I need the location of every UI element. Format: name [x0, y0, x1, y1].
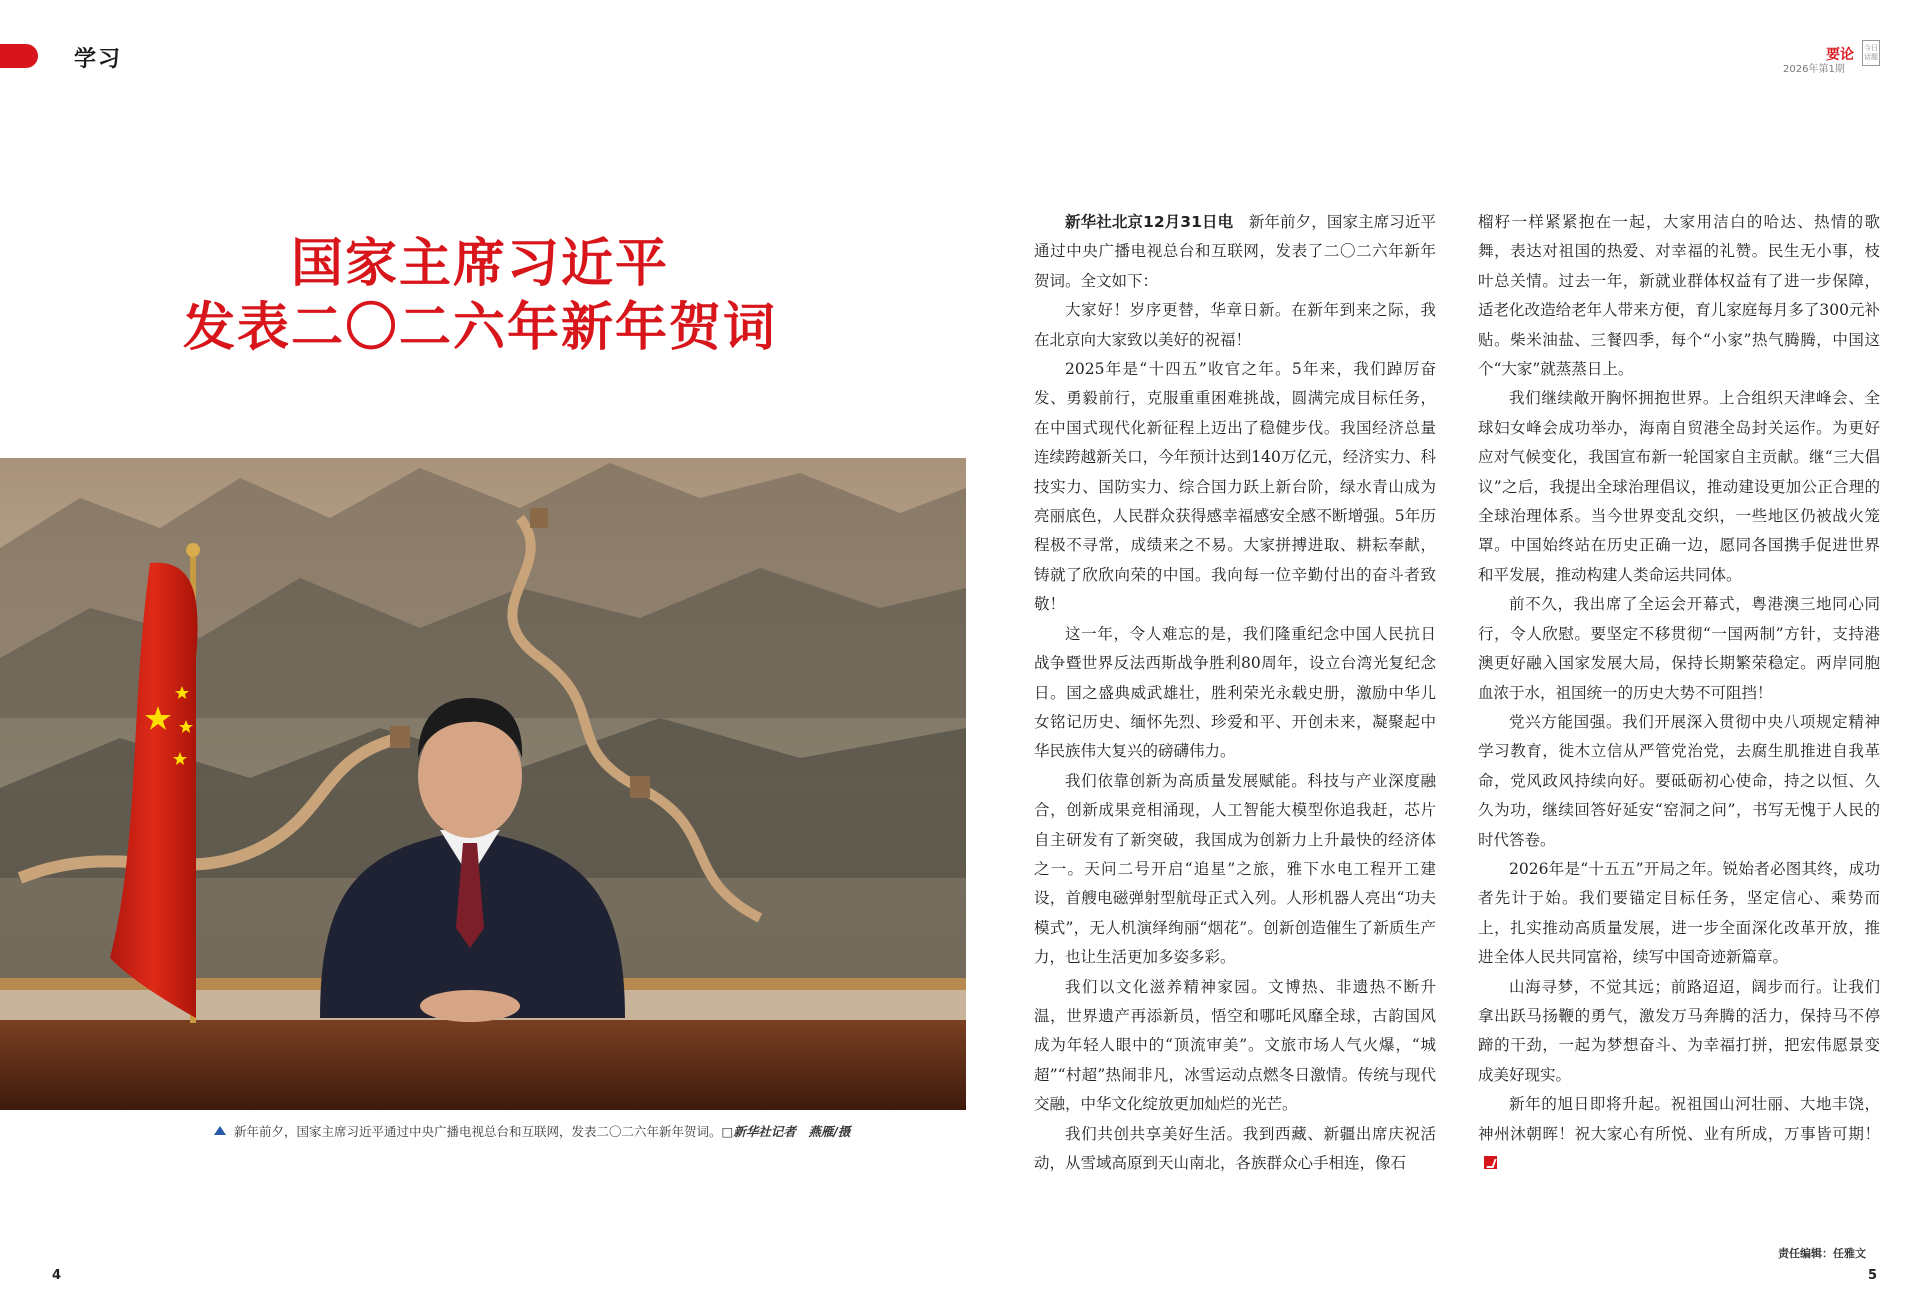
article-paragraph: 新华社北京12月31日电 新年前夕，国家主席习近平通过中央广播电视总台和互联网，发表了二〇二六年新年贺词。全文如下： — [1034, 213, 1436, 290]
article-paragraph: 2026年是“十五五”开局之年。锐始者必图其终，成功者先计于始。我们要锚定目标任务，坚定信心、乘势而上，扎实推动高质量发展，进一步全面深化改革开放，推进全体人民共同富裕，续写中国奇迹新篇章。 — [1478, 859, 1880, 967]
column-stamp: 今日 话题 — [1862, 40, 1880, 66]
article-paragraph-last: 新年的旭日即将升起。祝祖国山河壮丽、大地丰饶，神州沐朝晖！祝大家心有所悦、业有所成，万事皆可期！ — [1478, 1090, 1880, 1178]
article-paragraph: 我们继续敞开胸怀拥抱世界。上合组织天津峰会、全球妇女峰会成功举办，海南自贸港全岛封关运作。为更好应对气候变化，我国宣布新一轮国家自主贡献。继“三大倡议”之后，我提出全球治理倡议，推动建设更加公正合理的全球治理体系。当今世界变乱交织，一些地区仍被战火笼罩。中国始终站在历史正确一边，愿同各国携手促进世界和平发展，推动构建人类命运共同体。 — [1478, 389, 1880, 584]
article-column-1 — [1034, 208, 1436, 1178]
article-paragraph: 我们依靠创新为高质量发展赋能。科技与产业深度融合，创新成果竞相涌现，人工智能大模型你追我赶，芯片自主研发有了新突破，我国成为创新力上升最快的经济体之一。天问二号开启“追星”之旅，雅下水电工程开工建设，首艘电磁弹射型航母正式入列。人形机器人亮出“功夫模式”，无人机演绎绚丽“烟花”。创新创造催生了新质生产力，也让生活更加多姿多彩。 — [1034, 771, 1436, 967]
page-number-left: 4 — [52, 1268, 62, 1283]
headline-line-1: 国家主席习近平 — [290, 234, 669, 294]
article-paragraph: 我们以文化滋养精神家园。文博热、非遗热不断升温，世界遗产再添新员，悟空和哪吒风靡全球，古韵国风成为年轻人眼中的“顶流审美”。文旅市场人气火爆，“城超”“村超”热闹非凡，冰雪运动点燃冬日激情。传统与现代交融，中华文化绽放更加灿烂的光芒。 — [1034, 977, 1436, 1114]
article-paragraph: 山海寻梦，不觉其远；前路迢迢，阔步而行。让我们拿出跃马扬鞭的勇气，激发万马奔腾的活力，保持马不停蹄的干劲，一起为梦想奋斗、为幸福打拼，把宏伟愿景变成美好现实。 — [1478, 977, 1880, 1084]
article-paragraph: 前不久，我出席了全运会开幕式，粤港澳三地同心同行，令人欣慰。要坚定不移贯彻“一国两制”方针，支持港澳更好融入国家发展大局，保持长期繁荣稳定。两岸同胞血浓于水，祖国统一的历史大势不可阻挡！ — [1478, 595, 1880, 702]
section-label: 学习 — [74, 47, 123, 72]
article-paragraph: 这一年，令人难忘的是，我们隆重纪念中国人民抗日战争暨世界反法西斯战争胜利80周年，设立台湾光复纪念日。国之盛典威武雄壮，胜利荣光永载史册，激励中华儿女铭记历史、缅怀先烈、珍爱和平、开创未来，凝聚起中华民族伟大复兴的磅礴伟力。 — [1034, 624, 1436, 761]
magazine-title: 要论 — [1826, 47, 1854, 63]
editor-credit: 责任编辑：任雅文 — [1778, 1247, 1866, 1260]
end-mark-icon — [1484, 1156, 1497, 1169]
article-paragraph: 2025年是“十四五”收官之年。5年来，我们踔厉奋发、勇毅前行，克服重重困难挑战，圆满完成目标任务，在中国式现代化新征程上迈出了稳健步伐。我国经济总量连续跨越新关口，今年预计达到140万亿元，经济实力、科技实力、国防实力、综合国力跃上新台阶，绿水青山成为亮丽底色，人民群众获得感幸福感安全感不断增强。5年历程极不寻常，成绩来之不易。大家拼搏进取、耕耘奉献，铸就了欣欣向荣的中国。我向每一位辛勤付出的奋斗者致敬！ — [1034, 360, 1436, 614]
issue-label: 2026年第1期 — [1783, 64, 1845, 75]
photo-caption — [214, 1122, 850, 1140]
dateline: 新华社北京12月31日电 — [1065, 213, 1234, 231]
article-paragraph: 我们共创共享美好生活。我到西藏、新疆出席庆祝活动，从雪域高原到天山南北，各族群众心手相连，像石 — [1034, 1124, 1436, 1172]
caption-triangle-icon — [214, 1126, 226, 1135]
section-tab-marker — [0, 44, 38, 68]
article-paragraph: 党兴方能国强。我们开展深入贯彻中央八项规定精神学习教育，徙木立信从严管党治党，去腐生肌推进自我革命，党风政风持续向好。要砥砺初心使命，持之以恒、久久为功，继续回答好延安“窑洞之问”，书写无愧于人民的时代答卷。 — [1478, 712, 1880, 849]
headline — [140, 232, 820, 360]
caption-text: 新年前夕，国家主席习近平通过中央广播电视总台和互联网，发表二〇二六年新年贺词。 — [234, 1124, 722, 1139]
photo-credit: □新华社记者 燕雁/摄 — [721, 1124, 851, 1139]
article-paragraph: 大家好！岁序更替，华章日新。在新年到来之际，我在北京向大家致以美好的祝福！ — [1034, 301, 1436, 349]
headline-line-2: 发表二〇二六年新年贺词 — [182, 298, 777, 358]
page-number-right: 5 — [1868, 1268, 1878, 1283]
article-column-2 — [1478, 208, 1880, 1178]
photo-illustration — [0, 458, 966, 1110]
article-photo — [0, 458, 966, 1110]
article-paragraph: 榴籽一样紧紧抱在一起，大家用洁白的哈达、热情的歌舞，表达对祖国的热爱、对幸福的礼赞。民生无小事，枝叶总关情。过去一年，新就业群体权益有了进一步保障，适老化改造给老年人带来方便，育儿家庭每月多了300元补贴。柴米油盐、三餐四季，每个“小家”热气腾腾，中国这个“大家”就蒸蒸日上。 — [1478, 213, 1880, 379]
